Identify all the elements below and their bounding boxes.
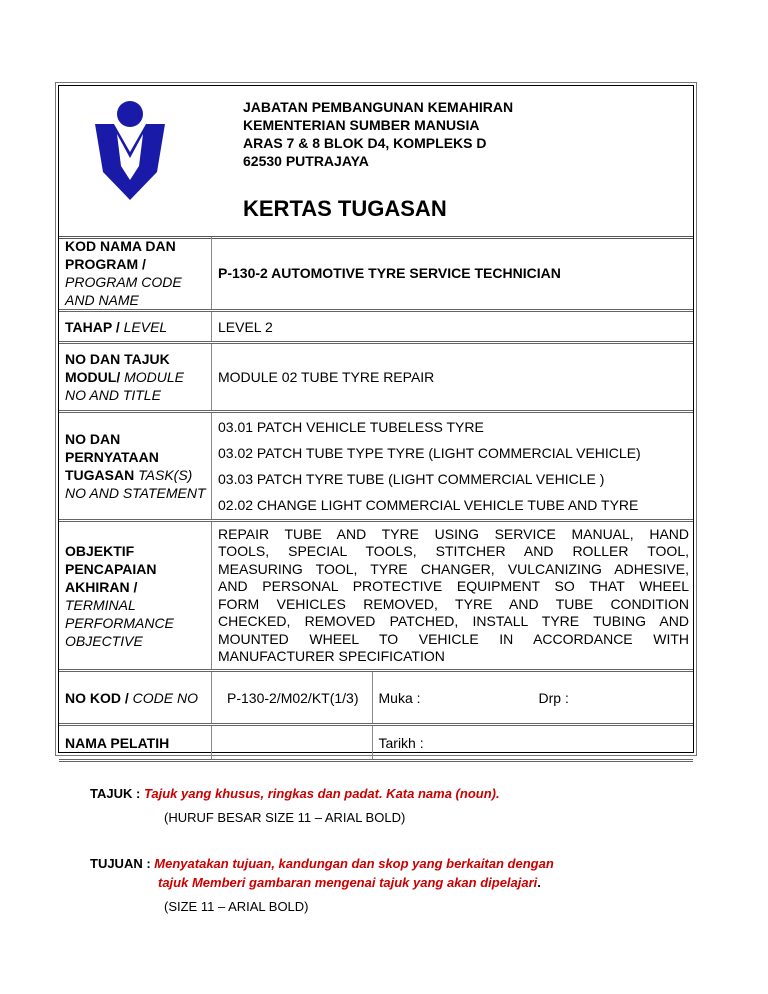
module-label — [59, 343, 212, 412]
objective-line: MEASURING TOOL, TYRE CHANGER, VULCANIZING ADHESIVE, — [218, 560, 689, 577]
org-line: ARAS 7 & 8 BLOK D4, KOMPLEKS D — [243, 135, 487, 151]
objective-line: FORM VEHICLES REMOVED, TYRE AND TUBE CONDITION — [218, 595, 689, 612]
objective-text — [212, 521, 694, 671]
module-value: MODULE 02 TUBE TYRE REPAIR — [212, 343, 694, 412]
label-italic-text: TERMINAL PERFORMANCE OBJECTIVE — [65, 596, 174, 649]
task-item: 03.01 PATCH VEHICLE TUBELESS TYRE — [218, 419, 484, 435]
label-text: NO DAN TAJUK MODUL/ — [65, 351, 170, 385]
code-value: P-130-2/M02/KT(1/3) — [212, 671, 373, 725]
objective-line: MANUFACTURER SPECIFICATION — [218, 648, 445, 664]
objective-line: REPAIR TUBE AND TYRE USING SERVICE MANUAL, HAND — [218, 525, 689, 542]
label-text: NO KOD / — [65, 689, 129, 706]
task-item: 03.03 PATCH TYRE TUBE (LIGHT COMMERCIAL VEHICLE ) — [218, 471, 605, 487]
label-italic-text: MODULE NO AND TITLE — [65, 369, 185, 403]
sheet-header — [59, 86, 693, 239]
tajuk-key: TAJUK : — [90, 786, 141, 801]
tujuan-format: (SIZE 11 – ARIAL BOLD) — [164, 899, 309, 914]
row-code — [59, 671, 693, 725]
organisation-address — [243, 98, 513, 170]
objective-label — [59, 521, 212, 671]
program-value: P-130-2 AUTOMOTIVE TYRE SERVICE TECHNICIAN — [212, 237, 694, 311]
code-label — [59, 671, 212, 725]
tujuan-period: . — [537, 875, 541, 890]
tasks-label — [59, 412, 212, 521]
task-sheet-table — [59, 237, 693, 762]
page-label: Muka : — [372, 671, 533, 725]
program-label — [59, 237, 212, 311]
row-trainee — [59, 725, 693, 761]
label-text: TAHAP / — [65, 318, 120, 335]
of-label: Drp : — [533, 671, 694, 725]
row-module — [59, 343, 693, 412]
tajuk-format: (HURUF BESAR SIZE 11 – ARIAL BOLD) — [164, 810, 406, 825]
tujuan-note — [90, 856, 554, 871]
row-program — [59, 237, 693, 311]
level-label — [59, 311, 212, 343]
label-italic-text: PROGRAM CODE AND NAME — [65, 274, 182, 308]
objective-line: TOOLS, SPECIAL TOOLS, STITCHER AND ROLLER TOOL, — [218, 543, 689, 559]
row-objective — [59, 521, 693, 671]
tujuan-text-line1: Menyatakan tujuan, kandungan dan skop yang berkaitan dengan — [154, 856, 554, 871]
objective-line: MOUNTED WHEEL TO VEHICLE IN ACCORDANCE WITH — [218, 630, 689, 647]
objective-line: AND PERSONAL PROTECTIVE EQUIPMENT SO THAT WHEEL — [218, 578, 689, 594]
agency-logo-icon — [95, 100, 165, 200]
tajuk-text: Tajuk yang khusus, ringkas dan padat. Kata nama (noun). — [143, 786, 500, 801]
org-line: KEMENTERIAN SUMBER MANUSIA — [243, 117, 480, 133]
tujuan-text-line2: tajuk Memberi gambaran mengenai tajuk yang akan dipelajari — [158, 875, 538, 890]
task-sheet — [58, 85, 694, 753]
document-title: KERTAS TUGASAN — [243, 196, 447, 221]
level-value: LEVEL 2 — [212, 311, 694, 343]
label-italic-text: CODE NO — [132, 689, 199, 706]
label-text: KOD NAMA DAN PROGRAM / — [65, 238, 176, 272]
label-italic-text: TASK(S) NO AND STATEMENT — [65, 467, 206, 501]
objective-line: CHECKED, REMOVED PATCHED, INSTALL TYRE TUBING AND — [218, 613, 689, 629]
trainee-label: NAMA PELATIH — [59, 725, 212, 761]
tujuan-note-cont — [158, 875, 541, 890]
label-text: OBJEKTIF PENCAPAIAN AKHIRAN / — [65, 542, 157, 595]
date-label: Tarikh : — [372, 725, 693, 761]
org-line: 62530 PUTRAJAYA — [243, 153, 369, 169]
task-item: 03.02 PATCH TUBE TYPE TYRE (LIGHT COMMERCIAL VEHICLE) — [218, 445, 641, 461]
label-italic-text: LEVEL — [123, 318, 168, 335]
task-item: 02.02 CHANGE LIGHT COMMERCIAL VEHICLE TUBE AND TYRE — [218, 497, 639, 513]
tasks-list — [212, 412, 694, 521]
row-tasks — [59, 412, 693, 521]
org-line: JABATAN PEMBANGUNAN KEMAHIRAN — [243, 99, 514, 115]
trainee-name-field[interactable] — [212, 725, 373, 761]
tujuan-key: TUJUAN : — [90, 856, 151, 871]
label-text: NO DAN PERNYATAAN TUGASAN — [65, 431, 159, 483]
tajuk-note — [90, 786, 500, 801]
row-level — [59, 311, 693, 343]
